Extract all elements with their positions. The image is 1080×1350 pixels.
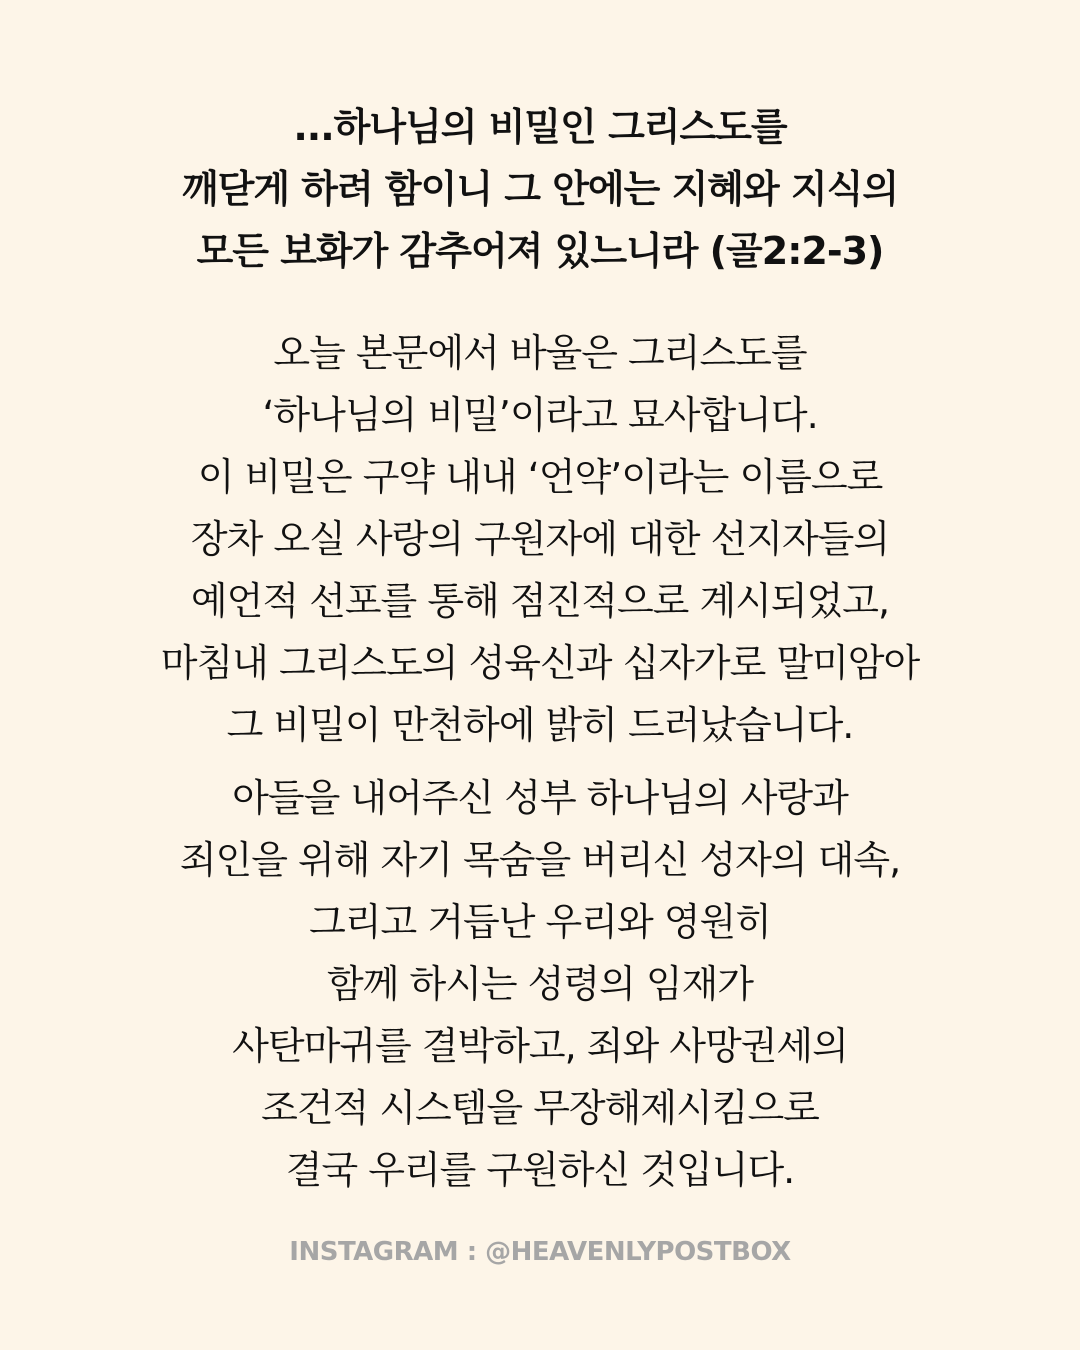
paragraph-line: 오늘 본문에서 바울은 그리스도를 [273, 331, 807, 375]
paragraph-line: 그리고 거듭난 우리와 영원히 [309, 900, 771, 944]
paragraph-line: 조건적 시스템을 무장해제시킴으로 [261, 1086, 819, 1130]
paragraph-line: 아들을 내어주신 성부 하나님의 사랑과 [232, 776, 848, 820]
paragraph-line: 사탄마귀를 결박하고, 죄와 사망권세의 [232, 1024, 848, 1068]
verse-line: 모든 보화가 감추어져 있느니라 (골2:2-3) [196, 229, 884, 273]
instagram-handle: INSTAGRAM : @HEAVENLYPOSTBOX [289, 1237, 791, 1267]
scripture-verse [0, 96, 1080, 282]
verse-line: ...하나님의 비밀인 그리스도를 [293, 105, 787, 149]
paragraph-line: 결국 우리를 구원하신 것입니다. [285, 1148, 795, 1192]
paragraph-line: 이 비밀은 구약 내내 ‘언약’이라는 이름으로 [197, 455, 883, 499]
paragraph-line: 함께 하시는 성령의 임재가 [326, 962, 754, 1006]
paragraph-line: 예언적 선포를 통해 점진적으로 계시되었고, [190, 579, 890, 623]
paragraph-line: 장차 오실 사랑의 구원자에 대한 선지자들의 [190, 517, 890, 561]
paragraph-mystery [0, 322, 1080, 756]
paragraph-line: 그 비밀이 만천하에 밝히 드러났습니다. [226, 703, 854, 747]
paragraph-line: 마침내 그리스도의 성육신과 십자가로 말미암아 [160, 641, 920, 685]
verse-line: 깨닫게 하려 함이니 그 안에는 지혜와 지식의 [181, 167, 899, 211]
paragraph-salvation [0, 767, 1080, 1201]
paragraph-line: ‘하나님의 비밀’이라고 묘사합니다. [262, 393, 818, 437]
paragraph-line: 죄인을 위해 자기 목숨을 버리신 성자의 대속, [179, 838, 901, 882]
